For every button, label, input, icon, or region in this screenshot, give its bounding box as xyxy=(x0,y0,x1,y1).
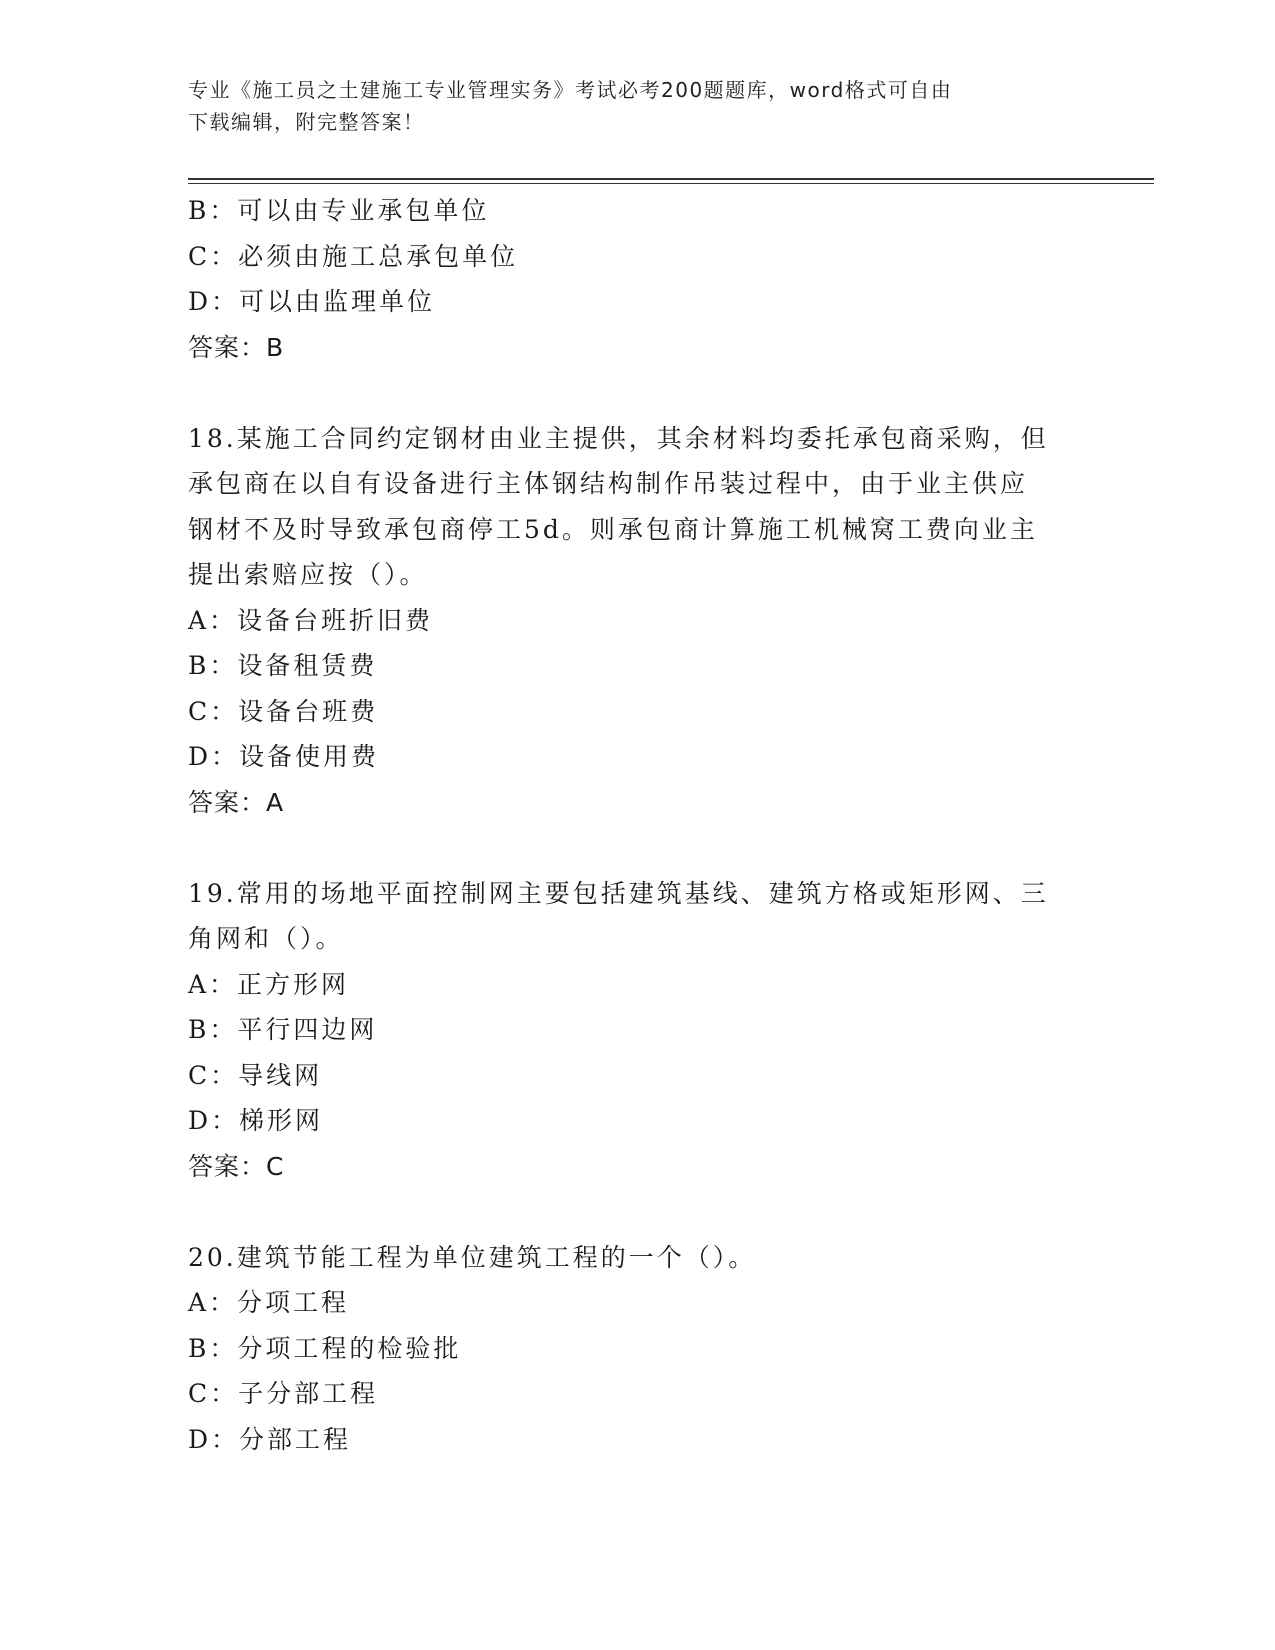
answer-line: 答案：C xyxy=(188,1151,285,1181)
header-divider-thin xyxy=(188,183,1154,184)
spacer xyxy=(188,370,1088,416)
option-d: D：分部工程 xyxy=(188,1424,352,1454)
answer-line: 答案：A xyxy=(188,787,285,817)
question-20 xyxy=(188,1235,1088,1463)
option-b: B：设备租赁费 xyxy=(188,651,378,680)
option-c: C：必须由施工总承包单位 xyxy=(188,241,519,271)
option-b: B：分项工程的检验批 xyxy=(188,1333,462,1363)
option-a: A：正方形网 xyxy=(188,969,350,999)
spacer xyxy=(188,1189,1088,1235)
option-c: C：子分部工程 xyxy=(188,1379,379,1408)
question-17-tail xyxy=(188,188,1088,370)
option-a: A：分项工程 xyxy=(188,1288,350,1317)
option-d: D：设备使用费 xyxy=(188,742,380,771)
option-a: A：设备台班折旧费 xyxy=(188,605,434,635)
question-19 xyxy=(188,871,1088,1190)
question-text-line: 提出索赔应按（）。 xyxy=(188,560,428,589)
question-text-line: 承包商在以自有设备进行主体钢结构制作吊装过程中，由于业主供应 xyxy=(188,469,1029,498)
question-text-line: 19.常用的场地平面控制网主要包括建筑基线、建筑方格或矩形网、三 xyxy=(188,878,1049,908)
option-b: B：平行四边网 xyxy=(188,1015,378,1044)
option-c: C：导线网 xyxy=(188,1060,323,1090)
option-d: D：梯形网 xyxy=(188,1106,324,1135)
spacer xyxy=(188,825,1088,871)
option-d: D：可以由监理单位 xyxy=(188,287,436,316)
answer-line: 答案：B xyxy=(188,332,285,362)
question-text-line: 20.建筑节能工程为单位建筑工程的一个（）。 xyxy=(188,1242,757,1272)
option-b: B：可以由专业承包单位 xyxy=(188,196,490,225)
question-text-line: 18.某施工合同约定钢材由业主提供，其余材料均委托承包商采购，但 xyxy=(188,423,1049,453)
header-divider xyxy=(188,178,1154,180)
header-line-2: 下载编辑，附完整答案！ xyxy=(188,110,425,134)
question-text-line: 角网和（）。 xyxy=(188,924,344,953)
question-text-line: 钢材不及时导致承包商停工5d。则承包商计算施工机械窝工费向业主 xyxy=(188,514,1038,544)
option-c: C：设备台班费 xyxy=(188,696,379,726)
header-line-1: 专业《施工员之土建施工专业管理实务》考试必考200题题库，word格式可自由 xyxy=(188,78,953,102)
question-18 xyxy=(188,416,1088,826)
question-list xyxy=(188,188,1088,1462)
document-header xyxy=(188,74,1088,138)
